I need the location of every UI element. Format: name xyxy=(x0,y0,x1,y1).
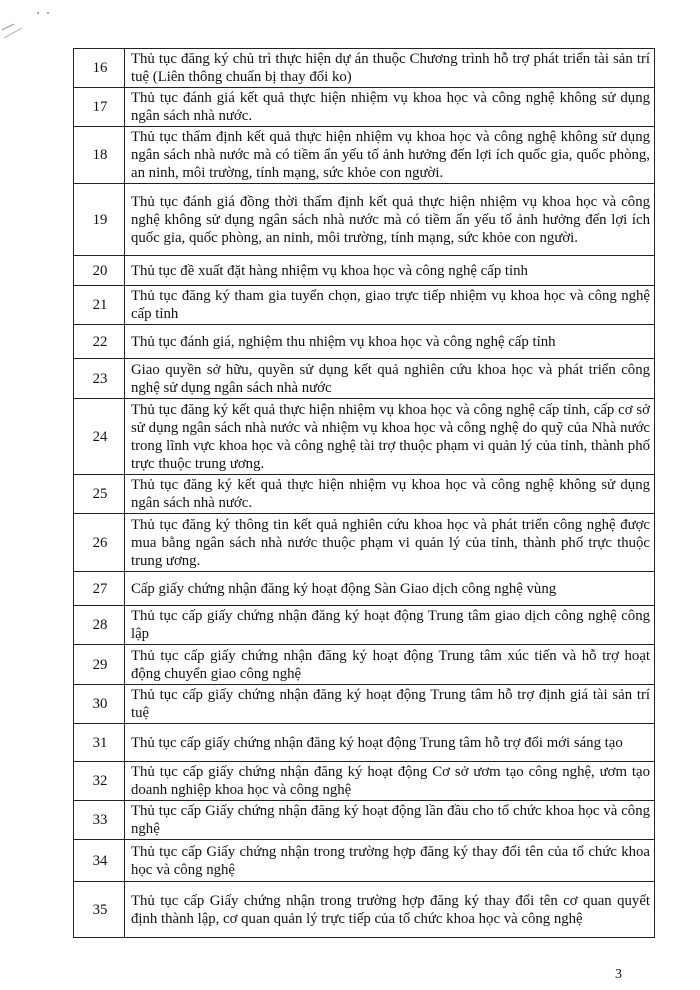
row-number: 32 xyxy=(74,762,125,801)
procedure-name: Thủ tục cấp giấy chứng nhận đăng ký hoạt động Trung tâm hỗ trợ đổi mới sáng tạo xyxy=(125,724,655,762)
table-row xyxy=(74,840,655,882)
table-row xyxy=(74,325,655,359)
table-row xyxy=(74,514,655,572)
row-number: 28 xyxy=(74,606,125,645)
table-row xyxy=(74,127,655,184)
procedure-name: Thủ tục đánh giá, nghiệm thu nhiệm vụ khoa học và công nghệ cấp tỉnh xyxy=(125,325,655,359)
row-number: 20 xyxy=(74,256,125,286)
table-row xyxy=(74,256,655,286)
table-row xyxy=(74,882,655,938)
table-row xyxy=(74,88,655,127)
row-number: 21 xyxy=(74,286,125,325)
table-row xyxy=(74,359,655,399)
page-number: 3 xyxy=(615,967,622,982)
row-number: 23 xyxy=(74,359,125,399)
procedure-name: Thủ tục đăng ký kết quả thực hiện nhiệm vụ khoa học và công nghệ không sử dụng ngân sách nhà nước. xyxy=(125,475,655,514)
scan-corner-mark xyxy=(0,0,60,40)
row-number: 16 xyxy=(74,49,125,88)
procedure-name: Thủ tục cấp giấy chứng nhận đăng ký hoạt động Cơ sở ươm tạo công nghệ, ươm tạo doanh nghiệp khoa học và công nghệ xyxy=(125,762,655,801)
table-row xyxy=(74,572,655,606)
table-row xyxy=(74,724,655,762)
row-number: 33 xyxy=(74,801,125,840)
table-row xyxy=(74,606,655,645)
procedure-name: Thủ tục cấp Giấy chứng nhận trong trường hợp đăng ký thay đổi tên cơ quan quyết định thành lập, cơ quan quản lý trực tiếp của tổ chức khoa học và công nghệ xyxy=(125,882,655,938)
table-row xyxy=(74,475,655,514)
procedure-name: Thủ tục cấp giấy chứng nhận đăng ký hoạt động Trung tâm giao dịch công nghệ công lập xyxy=(125,606,655,645)
table-row xyxy=(74,645,655,685)
procedure-name: Thủ tục thẩm định kết quả thực hiện nhiệm vụ khoa học và công nghệ không sử dụng ngân sách nhà nước mà có tiềm ẩn yếu tố ảnh hưởng đến lợi ích quốc gia, quốc phòng, an ninh, môi trường, tính mạng, sức khỏe con người. xyxy=(125,127,655,184)
procedure-name: Thủ tục đề xuất đặt hàng nhiệm vụ khoa học và công nghệ cấp tỉnh xyxy=(125,256,655,286)
row-number: 22 xyxy=(74,325,125,359)
row-number: 29 xyxy=(74,645,125,685)
row-number: 27 xyxy=(74,572,125,606)
procedure-name: Thủ tục cấp giấy chứng nhận đăng ký hoạt động Trung tâm hỗ trợ định giá tài sản trí tuệ xyxy=(125,685,655,724)
procedure-name: Thủ tục cấp Giấy chứng nhận trong trường hợp đăng ký thay đổi tên của tổ chức khoa học và công nghệ xyxy=(125,840,655,882)
procedure-name: Thủ tục cấp giấy chứng nhận đăng ký hoạt động Trung tâm xúc tiến và hỗ trợ hoạt động chuyển giao công nghệ xyxy=(125,645,655,685)
table-row xyxy=(74,685,655,724)
row-number: 24 xyxy=(74,399,125,475)
row-number: 34 xyxy=(74,840,125,882)
row-number: 25 xyxy=(74,475,125,514)
procedure-name: Thủ tục đăng ký chủ trì thực hiện dự án thuộc Chương trình hỗ trợ phát triển tài sản trí tuệ (Liên thông chuẩn bị thay đổi ko) xyxy=(125,49,655,88)
procedure-name: Thủ tục đăng ký kết quả thực hiện nhiệm vụ khoa học và công nghệ cấp tỉnh, cấp cơ sở sử dụng ngân sách nhà nước và nhiệm vụ khoa học và công nghệ do quỹ của Nhà nước trong lĩnh vực khoa học và công nghệ tài trợ thuộc phạm vi quản lý của tỉnh, thành phố trực thuộc trung ương. xyxy=(125,399,655,475)
table-row xyxy=(74,762,655,801)
procedure-name: Thủ tục cấp Giấy chứng nhận đăng ký hoạt động lần đầu cho tổ chức khoa học và công nghệ xyxy=(125,801,655,840)
procedure-name: Thủ tục đăng ký tham gia tuyển chọn, giao trực tiếp nhiệm vụ khoa học và công nghệ cấp tỉnh xyxy=(125,286,655,325)
procedure-name: Giao quyền sở hữu, quyền sử dụng kết quả nghiên cứu khoa học và phát triển công nghệ sử dụng ngân sách nhà nước xyxy=(125,359,655,399)
table-row xyxy=(74,801,655,840)
procedure-table xyxy=(73,48,655,938)
procedure-name: Cấp giấy chứng nhận đăng ký hoạt động Sàn Giao dịch công nghệ vùng xyxy=(125,572,655,606)
row-number: 35 xyxy=(74,882,125,938)
table-row xyxy=(74,184,655,256)
row-number: 18 xyxy=(74,127,125,184)
procedure-name: Thủ tục đánh giá kết quả thực hiện nhiệm vụ khoa học và công nghệ không sử dụng ngân sách nhà nước. xyxy=(125,88,655,127)
row-number: 26 xyxy=(74,514,125,572)
table-row xyxy=(74,286,655,325)
row-number: 31 xyxy=(74,724,125,762)
procedure-name: Thủ tục đăng ký thông tin kết quả nghiên cứu khoa học và phát triển công nghệ được mua bằng ngân sách nhà nước thuộc phạm vi quản lý của tỉnh, thành phố trực thuộc trung ương. xyxy=(125,514,655,572)
row-number: 17 xyxy=(74,88,125,127)
procedure-name: Thủ tục đánh giá đồng thời thẩm định kết quả thực hiện nhiệm vụ khoa học và công nghệ không sử dụng ngân sách nhà nước mà có tiềm ẩn yếu tố ảnh hưởng đến lợi ích quốc gia, quốc phòng, an ninh, môi trường, tính mạng, sức khỏe con người. xyxy=(125,184,655,256)
row-number: 19 xyxy=(74,184,125,256)
row-number: 30 xyxy=(74,685,125,724)
table-row xyxy=(74,399,655,475)
table-row xyxy=(74,49,655,88)
